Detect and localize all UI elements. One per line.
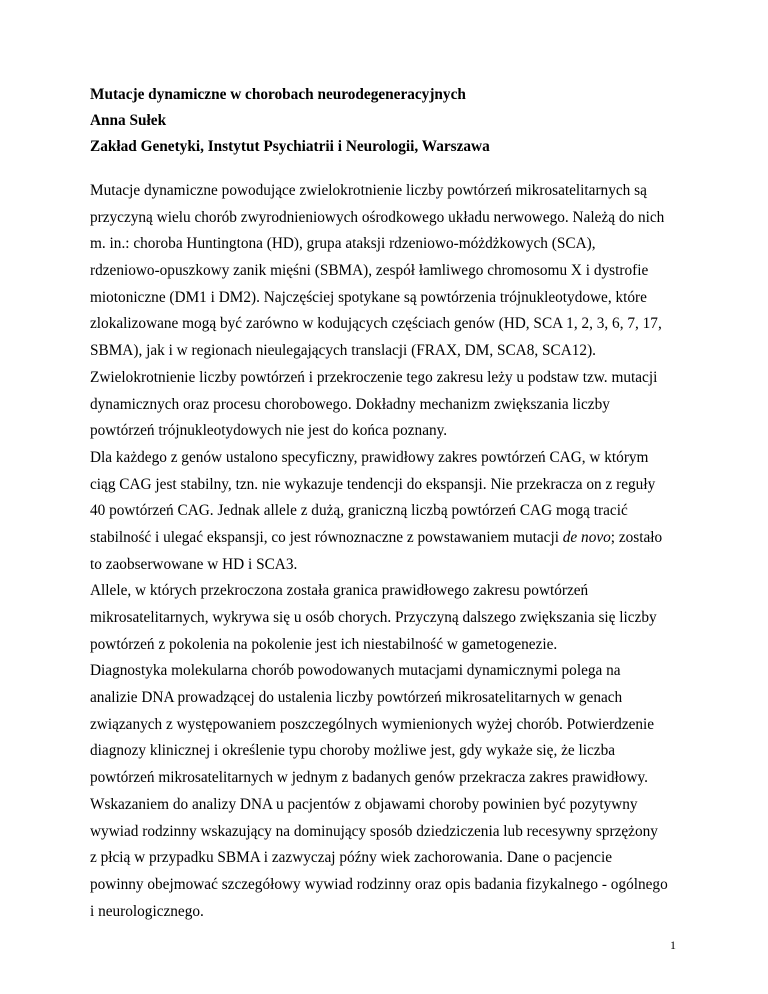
- body-line: ciąg CAG jest stabilny, tzn. nie wykazuje tendencji do ekspansji. Nie przekracza on z reguły: [90, 475, 656, 493]
- body-text-segment: ; zostało: [610, 528, 663, 546]
- body-text: [90, 178, 690, 925]
- body-line: wywiad rodzinny wskazujący na dominujący sposób dziedziczenia lub recesywny sprzężony: [90, 822, 658, 840]
- body-line: powtórzeń trójnukleotydowych nie jest do końca poznany.: [90, 422, 448, 440]
- page-number: 1: [670, 938, 676, 952]
- body-text-segment: stabilność i ulegać ekspansji, co jest równoznaczne z powstawaniem mutacji: [90, 528, 563, 546]
- body-line: i neurologicznego.: [90, 902, 204, 920]
- body-line: powtórzeń mikrosatelitarnych w jednym z badanych genów przekracza zakres prawidłowy.: [90, 769, 648, 787]
- body-line: Diagnostyka molekularna chorób powodowanych mutacjami dynamicznymi polega na: [90, 662, 621, 680]
- body-line: powtórzeń z pokolenia na pokolenie jest ich niestabilność w gametogenezie.: [90, 635, 558, 653]
- body-line: SBMA), jak i w regionach nieulegających translacji (FRAX, DM, SCA8, SCA12).: [90, 342, 596, 360]
- body-line: to zaobserwowane w HD i SCA3.: [90, 555, 298, 573]
- body-line: dynamicznych oraz procesu chorobowego. Dokładny mechanizm zwiększania liczby: [90, 395, 610, 413]
- body-line: związanych z występowaniem poszczególnych wymienionych wyżej chorób. Potwierdzenie: [90, 715, 655, 733]
- body-line: Dla każdego z genów ustalono specyficzny, prawidłowy zakres powtórzeń CAG, w którym: [90, 448, 649, 466]
- document-title: Mutacje dynamiczne w chorobach neurodegeneracyjnych: [90, 86, 466, 103]
- author-affiliation: Zakład Genetyki, Instytut Psychiatrii i Neurologii, Warszawa: [90, 138, 490, 155]
- body-line: diagnozy klinicznej i określenie typu choroby możliwe jest, gdy wykaże się, że liczba: [90, 742, 616, 760]
- de-novo-italic: de novo: [562, 528, 611, 546]
- body-line-de-novo: [90, 525, 690, 552]
- body-line: rdzeniowo-opuszkowy zanik mięśni (SBMA), zespół łamliwego chromosomu X i dystrofie: [90, 262, 649, 280]
- author-name: Anna Sułek: [90, 112, 167, 129]
- body-line: z płcią w przypadku SBMA i zazwyczaj późny wiek zachorowania. Dane o pacjencie: [90, 849, 613, 867]
- body-line: Wskazaniem do analizy DNA u pacjentów z objawami choroby powinien być pozytywny: [90, 795, 638, 813]
- body-line: 40 powtórzeń CAG. Jednak allele z dużą, graniczną liczbą powtórzeń CAG mogą tracić: [90, 502, 628, 520]
- body-line: zlokalizowane mogą być zarówno w kodujących częściach genów (HD, SCA 1, 2, 3, 6, 7, 17,: [90, 315, 662, 333]
- body-line: miotoniczne (DM1 i DM2). Najczęściej spotykane są powtórzenia trójnukleotydowe, które: [90, 288, 647, 306]
- body-line: m. in.: choroba Huntingtona (HD), grupa ataksji rdzeniowo-móżdżkowych (SCA),: [90, 235, 596, 253]
- body-line: Zwielokrotnienie liczby powtórzeń i przekroczenie tego zakresu leży u podstaw tzw. mutacji: [90, 368, 658, 386]
- body-line: analizie DNA prowadzącej do ustalenia liczby powtórzeń mikrosatelitarnych w genach: [90, 689, 623, 707]
- body-line: mikrosatelitarnych, wykrywa się u osób chorych. Przyczyną dalszego zwiększania się liczby: [90, 609, 657, 626]
- body-line: Allele, w których przekroczona została granica prawidłowego zakresu powtórzeń: [90, 582, 589, 600]
- document-header: [90, 82, 690, 160]
- body-line: przyczyną wielu chorób zwyrodnieniowych ośrodkowego układu nerwowego. Należą do nich: [90, 208, 665, 226]
- body-line: powinny obejmować szczegółowy wywiad rodzinny oraz opis badania fizykalnego - ogólnego: [90, 875, 668, 893]
- body-line: Mutacje dynamiczne powodujące zwielokrotnienie liczby powtórzeń mikrosatelitarnych są: [90, 182, 647, 199]
